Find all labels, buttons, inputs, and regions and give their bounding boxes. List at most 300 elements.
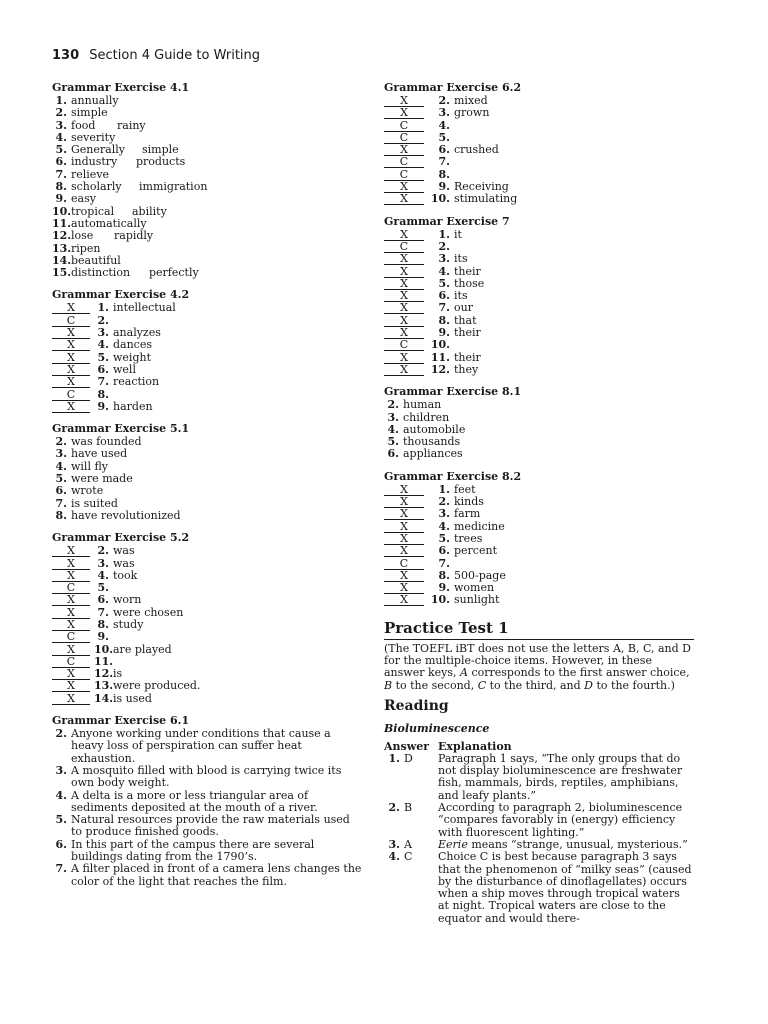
answer-word: feet xyxy=(454,482,476,496)
explanation-text: Choice C is best because paragraph 3 says that the phenomenon of “milky seas” (caused by the disturbance of dinoflagellates) occurs when a ship moves through tropical waters at night. Tropical waters are close to the equator and would there- xyxy=(438,850,692,925)
item-number: 2. xyxy=(55,435,67,449)
list-item xyxy=(384,533,694,545)
answer-table xyxy=(384,753,694,925)
list-item xyxy=(384,278,694,290)
list-item xyxy=(52,693,362,705)
item-number: 6. xyxy=(97,593,109,607)
exercise-title: Grammar Exercise 8.1 xyxy=(384,385,522,399)
exercise-4-1 xyxy=(52,82,362,279)
item-number: 3. xyxy=(55,118,67,132)
note-text: to the fourth.) xyxy=(593,678,675,692)
right-column xyxy=(384,82,694,925)
answer-word: distinction xyxy=(71,266,131,280)
list-item xyxy=(384,290,694,302)
item-number: 11. xyxy=(94,654,114,668)
sentence-item xyxy=(52,765,362,790)
item-number: 7. xyxy=(55,496,67,510)
exercise-4-2 xyxy=(52,289,362,413)
answer-word: its xyxy=(454,252,468,266)
list-item xyxy=(384,558,694,570)
answer-list xyxy=(52,436,362,522)
item-number: 3. xyxy=(438,252,450,266)
answer-word: percent xyxy=(454,544,497,558)
answer-row xyxy=(384,851,694,925)
item-number: 7. xyxy=(55,862,67,876)
answer-list xyxy=(384,484,694,607)
item-number: 9. xyxy=(97,399,109,413)
answer-word-2: simple xyxy=(142,143,179,157)
answer-mark: X xyxy=(52,376,90,388)
answer-word: was xyxy=(113,544,135,558)
exercise-title: Grammar Exercise 5.1 xyxy=(52,422,190,436)
answer-list xyxy=(384,95,694,206)
answer-word: annually xyxy=(71,94,119,107)
answer-word: is used xyxy=(113,691,152,705)
answer-mark: X xyxy=(52,401,90,413)
answer-word: their xyxy=(454,350,481,364)
item-number: 9. xyxy=(55,192,67,206)
item-number: 3. xyxy=(438,106,450,120)
item-number: 7. xyxy=(438,301,450,315)
item-number: 4. xyxy=(55,130,67,144)
answer-word: reaction xyxy=(113,375,160,389)
list-item xyxy=(52,558,362,570)
answer-mark: X xyxy=(52,644,90,656)
item-number: 2. xyxy=(438,495,450,509)
page-header xyxy=(52,48,260,63)
answer-mark: C xyxy=(384,241,424,253)
answer-word: harden xyxy=(113,399,153,413)
answer-mark: X xyxy=(384,107,424,119)
list-item xyxy=(384,315,694,327)
answer-word: were produced. xyxy=(113,679,201,693)
list-item xyxy=(384,132,694,144)
list-item xyxy=(384,253,694,265)
item-number: 7. xyxy=(438,556,450,570)
answer-mark: X xyxy=(384,229,424,241)
answer-word: crushed xyxy=(454,143,499,157)
answer-word-2: perfectly xyxy=(149,266,199,280)
list-item xyxy=(52,401,362,413)
list-item xyxy=(384,229,694,241)
answer-mark: X xyxy=(384,144,424,156)
answer-letter: A xyxy=(404,837,412,851)
answer-list xyxy=(384,229,694,377)
exercise-7 xyxy=(384,216,694,377)
answer-mark: X xyxy=(384,352,424,364)
item-number: 6. xyxy=(55,837,67,851)
sentence-text: A delta is a more or less triangular area of sediments deposited at the mouth of a river. xyxy=(71,788,318,814)
answer-list xyxy=(384,399,694,460)
item-number: 1. xyxy=(55,94,67,107)
explanation-emphasis: Eerie xyxy=(438,837,468,851)
exercise-5-1 xyxy=(52,423,362,522)
list-item xyxy=(52,594,362,606)
sentence-text: In this part of the campus there are several buildings dating from the 1790’s. xyxy=(71,837,315,864)
item-number: 10. xyxy=(94,642,114,656)
item-number: 14. xyxy=(94,691,114,705)
item-number: 7. xyxy=(438,155,450,169)
answer-word: well xyxy=(113,362,136,376)
item-number: 3. xyxy=(387,410,399,424)
item-number: 13. xyxy=(94,679,114,693)
answer-word: Generally xyxy=(71,143,125,157)
item-number: 12. xyxy=(94,667,114,681)
answer-mark: X xyxy=(384,290,424,302)
answer-word: they xyxy=(454,362,479,376)
explanation-text: Paragraph 1 says, “The only groups that do not display bioluminescence are freshwater fish, mammals, birds, reptiles, amphibians, and leafy plants.” xyxy=(438,751,683,802)
answer-word: 500-page xyxy=(454,568,506,582)
question-number: 4. xyxy=(388,850,400,864)
item-number: 6. xyxy=(438,544,450,558)
item-number: 5. xyxy=(438,276,450,290)
list-item xyxy=(52,510,362,522)
answer-mark: X xyxy=(384,521,424,533)
sentence-item xyxy=(52,814,362,839)
item-number: 8. xyxy=(97,617,109,631)
answer-word: easy xyxy=(71,192,96,206)
answer-mark: X xyxy=(52,668,90,680)
answer-word-2: immigration xyxy=(139,180,208,194)
answer-word: our xyxy=(454,301,473,315)
answer-letter: B xyxy=(404,801,413,815)
item-number: 4. xyxy=(438,118,450,132)
note-letter: B xyxy=(384,678,393,692)
sentence-text: Anyone working under conditions that cause a heavy loss of perspiration can suffer heat exhaustion. xyxy=(71,727,331,765)
answer-word: those xyxy=(454,276,485,290)
answer-mark: X xyxy=(384,95,424,107)
answer-cell xyxy=(384,851,438,925)
item-number: 5. xyxy=(55,143,67,157)
answer-mark: X xyxy=(384,193,424,205)
answer-mark: X xyxy=(384,315,424,327)
list-item xyxy=(52,631,362,643)
answer-letter: D xyxy=(404,751,413,765)
item-number: 1. xyxy=(438,227,450,241)
answer-word: study xyxy=(113,617,144,631)
answer-word: lose xyxy=(71,229,94,243)
answer-word-2: rapidly xyxy=(114,229,154,243)
item-number: 7. xyxy=(97,375,109,389)
sentence-text: Natural resources provide the raw materials used to produce finished goods. xyxy=(71,813,350,839)
item-number: 8. xyxy=(438,313,450,327)
answer-row xyxy=(384,802,694,839)
list-item xyxy=(384,107,694,119)
explanation-text: According to paragraph 2, bioluminescence “compares favorably in (energy) efficiency with fluorescent lighting.” xyxy=(438,801,683,839)
reading-heading: Reading xyxy=(384,697,449,714)
item-number: 3. xyxy=(97,556,109,570)
list-item xyxy=(384,302,694,314)
exercise-5-2 xyxy=(52,532,362,705)
answer-list xyxy=(52,302,362,413)
note-text: (The TOEFL iBT does not use the letters A, B, C, and D for the multiple-choice items. However, in these answer keys, xyxy=(384,641,691,680)
answer-word: their xyxy=(454,264,481,278)
answer-word: were chosen xyxy=(113,605,184,619)
item-number: 5. xyxy=(387,435,399,449)
sentence-item xyxy=(52,790,362,815)
answer-mark: X xyxy=(384,181,424,193)
item-number: 2. xyxy=(55,727,67,741)
item-number: 3. xyxy=(97,326,109,340)
item-number: 9. xyxy=(438,180,450,194)
answer-mark: C xyxy=(384,558,424,570)
item-number: 10. xyxy=(430,338,450,352)
exercise-title: Grammar Exercise 4.1 xyxy=(52,81,190,94)
answer-mark: X xyxy=(52,327,90,339)
answer-word: took xyxy=(113,568,138,582)
answer-word: is xyxy=(113,667,123,681)
answer-mark: X xyxy=(384,266,424,278)
answer-mark: X xyxy=(384,253,424,265)
item-number: 4. xyxy=(55,459,67,473)
item-number: 3. xyxy=(438,507,450,521)
list-item xyxy=(52,181,362,193)
list-item xyxy=(52,267,362,279)
item-number: 8. xyxy=(438,568,450,582)
answer-mark: C xyxy=(384,156,424,168)
answer-mark: X xyxy=(384,496,424,508)
question-number: 3. xyxy=(388,837,400,851)
item-number: 12. xyxy=(430,362,450,376)
answer-word: Receiving xyxy=(454,180,509,194)
item-number: 5. xyxy=(438,531,450,545)
item-number: 10. xyxy=(430,593,450,607)
list-item xyxy=(384,545,694,557)
answer-mark: X xyxy=(384,302,424,314)
item-number: 6. xyxy=(387,447,399,461)
item-number: 12. xyxy=(52,229,72,243)
item-number: 6. xyxy=(55,484,67,498)
answer-mark: X xyxy=(52,364,90,376)
answer-mark: C xyxy=(384,169,424,181)
answer-word: ripen xyxy=(71,241,101,255)
left-column xyxy=(52,82,362,898)
passage-title: Bioluminescence xyxy=(384,721,490,735)
list-item xyxy=(52,389,362,401)
page-number: 130 xyxy=(52,48,80,63)
answer-word: intellectual xyxy=(113,301,176,315)
item-number: 2. xyxy=(438,239,450,253)
practice-test-note xyxy=(384,643,694,692)
answer-word: its xyxy=(454,289,468,303)
sentence-item xyxy=(52,863,362,888)
question-number: 1. xyxy=(388,751,400,765)
list-item xyxy=(384,193,694,205)
exercise-6-2 xyxy=(384,82,694,206)
item-number: 13. xyxy=(52,241,72,255)
section-title: Section 4 Guide to Writing xyxy=(89,48,261,63)
sentence-text: A filter placed in front of a camera lens changes the color of the light that reaches the film. xyxy=(71,862,362,888)
list-item xyxy=(52,218,362,230)
answer-mark: C xyxy=(52,315,90,327)
list-item xyxy=(384,364,694,376)
answer-word: mixed xyxy=(454,94,488,107)
answer-word: automatically xyxy=(71,216,147,230)
sentence-text: A mosquito filled with blood is carrying twice its own body weight. xyxy=(71,763,342,790)
item-number: 9. xyxy=(438,326,450,340)
list-item xyxy=(52,107,362,119)
answer-word: was founded xyxy=(71,435,142,449)
list-item xyxy=(384,448,694,460)
list-item xyxy=(384,521,694,533)
answer-list xyxy=(52,545,362,705)
item-number: 6. xyxy=(438,289,450,303)
item-number: 4. xyxy=(387,422,399,436)
exercise-title: Grammar Exercise 4.2 xyxy=(52,288,190,302)
answer-word: scholarly xyxy=(71,180,122,194)
answer-word: food xyxy=(71,118,96,132)
answer-word-2: products xyxy=(136,155,186,169)
item-number: 15. xyxy=(52,266,72,280)
list-item xyxy=(384,144,694,156)
item-number: 4. xyxy=(438,264,450,278)
item-number: 8. xyxy=(55,180,67,194)
item-number: 4. xyxy=(97,568,109,582)
answer-mark: X xyxy=(52,339,90,351)
item-number: 10. xyxy=(430,192,450,206)
item-number: 9. xyxy=(438,581,450,595)
note-text: to the third, and xyxy=(486,678,585,692)
item-number: 6. xyxy=(97,362,109,376)
answer-word: have revolutionized xyxy=(71,508,181,522)
answer-cell xyxy=(384,753,438,802)
sentence-item xyxy=(52,728,362,765)
item-number: 1. xyxy=(438,482,450,496)
answer-word: it xyxy=(454,227,462,241)
list-item xyxy=(384,266,694,278)
item-number: 5. xyxy=(55,813,67,827)
item-number: 8. xyxy=(55,508,67,522)
list-item xyxy=(52,339,362,351)
practice-test-section xyxy=(384,619,694,925)
explanation-column-header: Explanation xyxy=(438,739,512,753)
answer-word: medicine xyxy=(454,519,505,533)
list-item xyxy=(52,545,362,557)
answer-word: thousands xyxy=(403,435,461,449)
note-text: to the second, xyxy=(392,678,478,692)
answer-word: relieve xyxy=(71,167,110,181)
answer-mark: C xyxy=(52,582,90,594)
list-item xyxy=(384,241,694,253)
answer-word: analyzes xyxy=(113,326,161,340)
answer-mark: X xyxy=(52,302,90,314)
answer-word: have used xyxy=(71,447,128,461)
answer-word: kinds xyxy=(454,495,484,509)
answer-word: severity xyxy=(71,130,116,144)
answer-list xyxy=(52,95,362,279)
answer-word: will fly xyxy=(71,459,109,473)
item-number: 5. xyxy=(97,581,109,595)
answer-row xyxy=(384,753,694,802)
answer-mark: X xyxy=(52,570,90,582)
answer-word: was xyxy=(113,556,135,570)
answer-mark: X xyxy=(52,594,90,606)
explanation-text: Eerie means “strange, unusual, mysterious.” xyxy=(438,837,688,851)
answer-mark: X xyxy=(52,680,90,692)
item-number: 4. xyxy=(55,788,67,802)
practice-test-title: Practice Test 1 xyxy=(384,619,694,640)
answer-word: dances xyxy=(113,338,152,352)
answer-word: tropical xyxy=(71,204,115,218)
answer-word: farm xyxy=(454,507,481,521)
answer-word-2: ability xyxy=(132,204,167,218)
answer-mark: X xyxy=(52,619,90,631)
item-number: 5. xyxy=(438,130,450,144)
answer-word: trees xyxy=(454,531,483,545)
item-number: 8. xyxy=(97,387,109,401)
note-letter: A xyxy=(460,666,468,680)
item-number: 11. xyxy=(52,216,72,230)
answer-word: human xyxy=(403,398,442,412)
exercise-title: Grammar Exercise 5.2 xyxy=(52,531,190,545)
answer-mark: X xyxy=(384,533,424,545)
item-number: 5. xyxy=(55,472,67,486)
sentence-item xyxy=(52,839,362,864)
answer-mark: X xyxy=(384,570,424,582)
answer-word: is suited xyxy=(71,496,118,510)
answer-mark: X xyxy=(384,327,424,339)
item-number: 7. xyxy=(55,167,67,181)
item-number: 2. xyxy=(97,544,109,558)
item-number: 3. xyxy=(55,447,67,461)
item-number: 11. xyxy=(430,350,450,364)
answer-letter: C xyxy=(404,850,413,864)
answer-word: worn xyxy=(113,593,142,607)
list-item xyxy=(384,496,694,508)
item-number: 7. xyxy=(97,605,109,619)
item-number: 2. xyxy=(97,313,109,327)
answer-mark: X xyxy=(52,545,90,557)
list-item xyxy=(52,376,362,388)
list-item xyxy=(384,594,694,606)
exercise-title: Grammar Exercise 6.1 xyxy=(52,714,190,728)
answer-word: were made xyxy=(71,472,133,486)
answer-mark: C xyxy=(384,339,424,351)
answer-mark: X xyxy=(52,352,90,364)
answer-word: appliances xyxy=(403,447,463,461)
list-item xyxy=(52,680,362,692)
answer-mark: X xyxy=(384,582,424,594)
answer-word-2: rainy xyxy=(117,118,146,132)
answer-word: weight xyxy=(113,350,151,364)
item-number: 4. xyxy=(97,338,109,352)
note-letter: D xyxy=(584,678,593,692)
answer-mark: X xyxy=(384,545,424,557)
item-number: 2. xyxy=(438,94,450,107)
item-number: 10. xyxy=(52,204,72,218)
item-number: 9. xyxy=(97,630,109,644)
answer-cell xyxy=(384,802,438,839)
answer-word: sunlight xyxy=(454,593,500,607)
answer-word: automobile xyxy=(403,422,466,436)
answer-mark: X xyxy=(384,364,424,376)
item-number: 2. xyxy=(55,106,67,120)
exercise-title: Grammar Exercise 6.2 xyxy=(384,81,522,94)
item-number: 5. xyxy=(97,350,109,364)
item-number: 8. xyxy=(438,167,450,181)
list-item xyxy=(52,302,362,314)
answer-mark: C xyxy=(384,132,424,144)
question-number: 2. xyxy=(388,801,400,815)
list-item xyxy=(384,169,694,181)
answer-mark: X xyxy=(384,594,424,606)
answer-word: women xyxy=(454,581,495,595)
exercise-6-1 xyxy=(52,715,362,888)
answer-mark: X xyxy=(384,484,424,496)
answer-mark: C xyxy=(384,120,424,132)
answer-mark: C xyxy=(52,656,90,668)
answer-word: are played xyxy=(113,642,172,656)
